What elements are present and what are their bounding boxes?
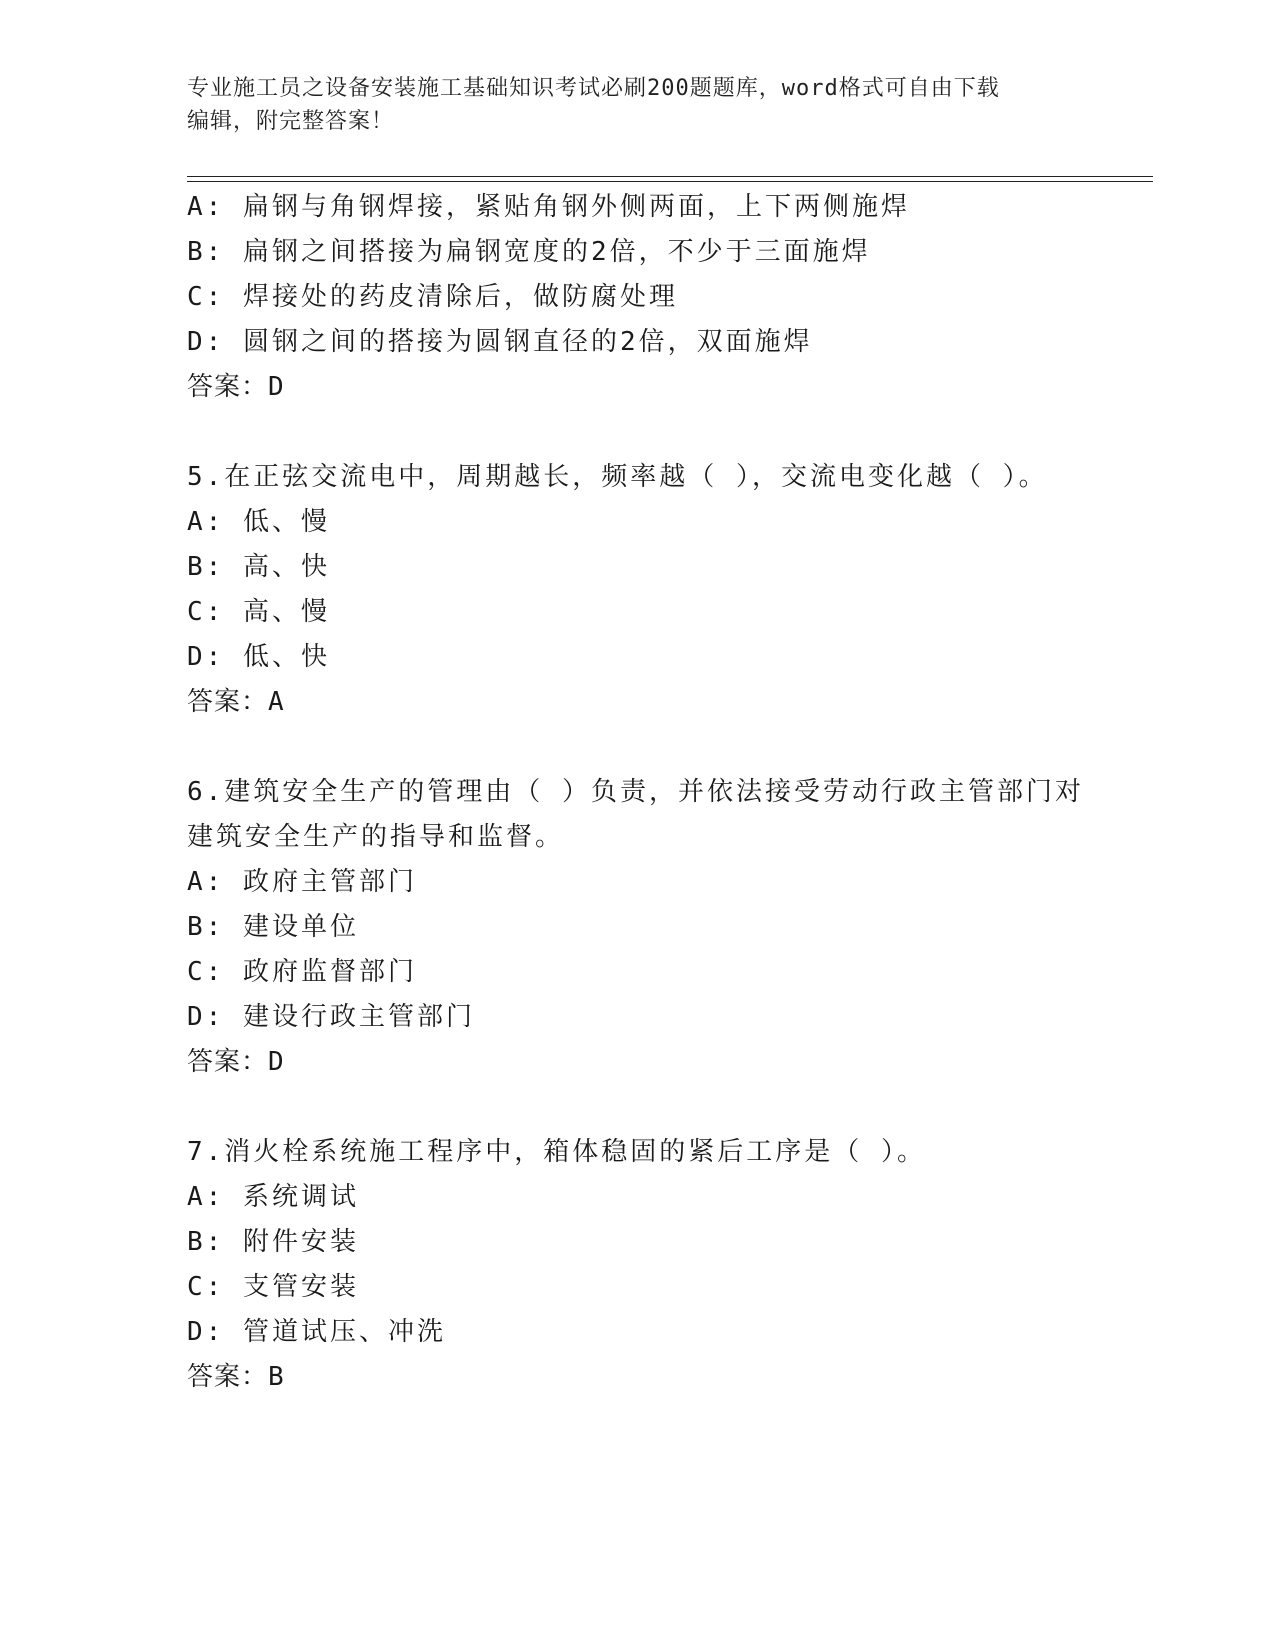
q4-answer: 答案：D (187, 372, 285, 402)
header-line-2: 编辑，附完整答案！ (187, 109, 395, 134)
header-divider-bottom (187, 181, 1153, 182)
q5-question: 5.在正弦交流电中，周期越长，频率越（ ），交流电变化越（ ）。 (187, 462, 1048, 492)
header-divider-top (187, 176, 1153, 177)
header-line-1: 专业施工员之设备安装施工基础知识考试必刷200题题库，word格式可自由下载 (187, 76, 1000, 101)
q4-option-a: A: 扁钢与角钢焊接，紧贴角钢外侧两面，上下两侧施焊 (187, 192, 910, 222)
q5-option-d: D: 低、快 (187, 642, 330, 672)
q6-question-line-2: 建筑安全生产的指导和监督。 (187, 822, 565, 852)
q7-question: 7.消火栓系统施工程序中，箱体稳固的紧后工序是（ ）。 (187, 1137, 926, 1167)
q7-option-c: C: 支管安装 (187, 1272, 359, 1302)
q5-option-a: A: 低、慢 (187, 507, 330, 537)
q6-answer: 答案：D (187, 1047, 285, 1077)
q6-option-b: B: 建设单位 (187, 912, 359, 942)
q7-option-d: D: 管道试压、冲洗 (187, 1317, 446, 1347)
q5-option-b: B: 高、快 (187, 552, 330, 582)
q7-option-a: A: 系统调试 (187, 1182, 359, 1212)
q6-option-c: C: 政府监督部门 (187, 957, 417, 987)
q6-option-d: D: 建设行政主管部门 (187, 1002, 475, 1032)
document-header (187, 72, 1067, 138)
q5-answer: 答案：A (187, 687, 285, 717)
q7-answer: 答案：B (187, 1362, 285, 1392)
q6-option-a: A: 政府主管部门 (187, 867, 417, 897)
q4-option-b: B: 扁钢之间搭接为扁钢宽度的2倍，不少于三面施焊 (187, 237, 871, 267)
q4-option-d: D: 圆钢之间的搭接为圆钢直径的2倍，双面施焊 (187, 327, 813, 357)
q4-option-c: C: 焊接处的药皮清除后，做防腐处理 (187, 282, 678, 312)
q7-option-b: B: 附件安装 (187, 1227, 359, 1257)
q5-option-c: C: 高、慢 (187, 597, 330, 627)
q6-question-line-1: 6.建筑安全生产的管理由（ ）负责，并依法接受劳动行政主管部门对 (187, 777, 1084, 807)
